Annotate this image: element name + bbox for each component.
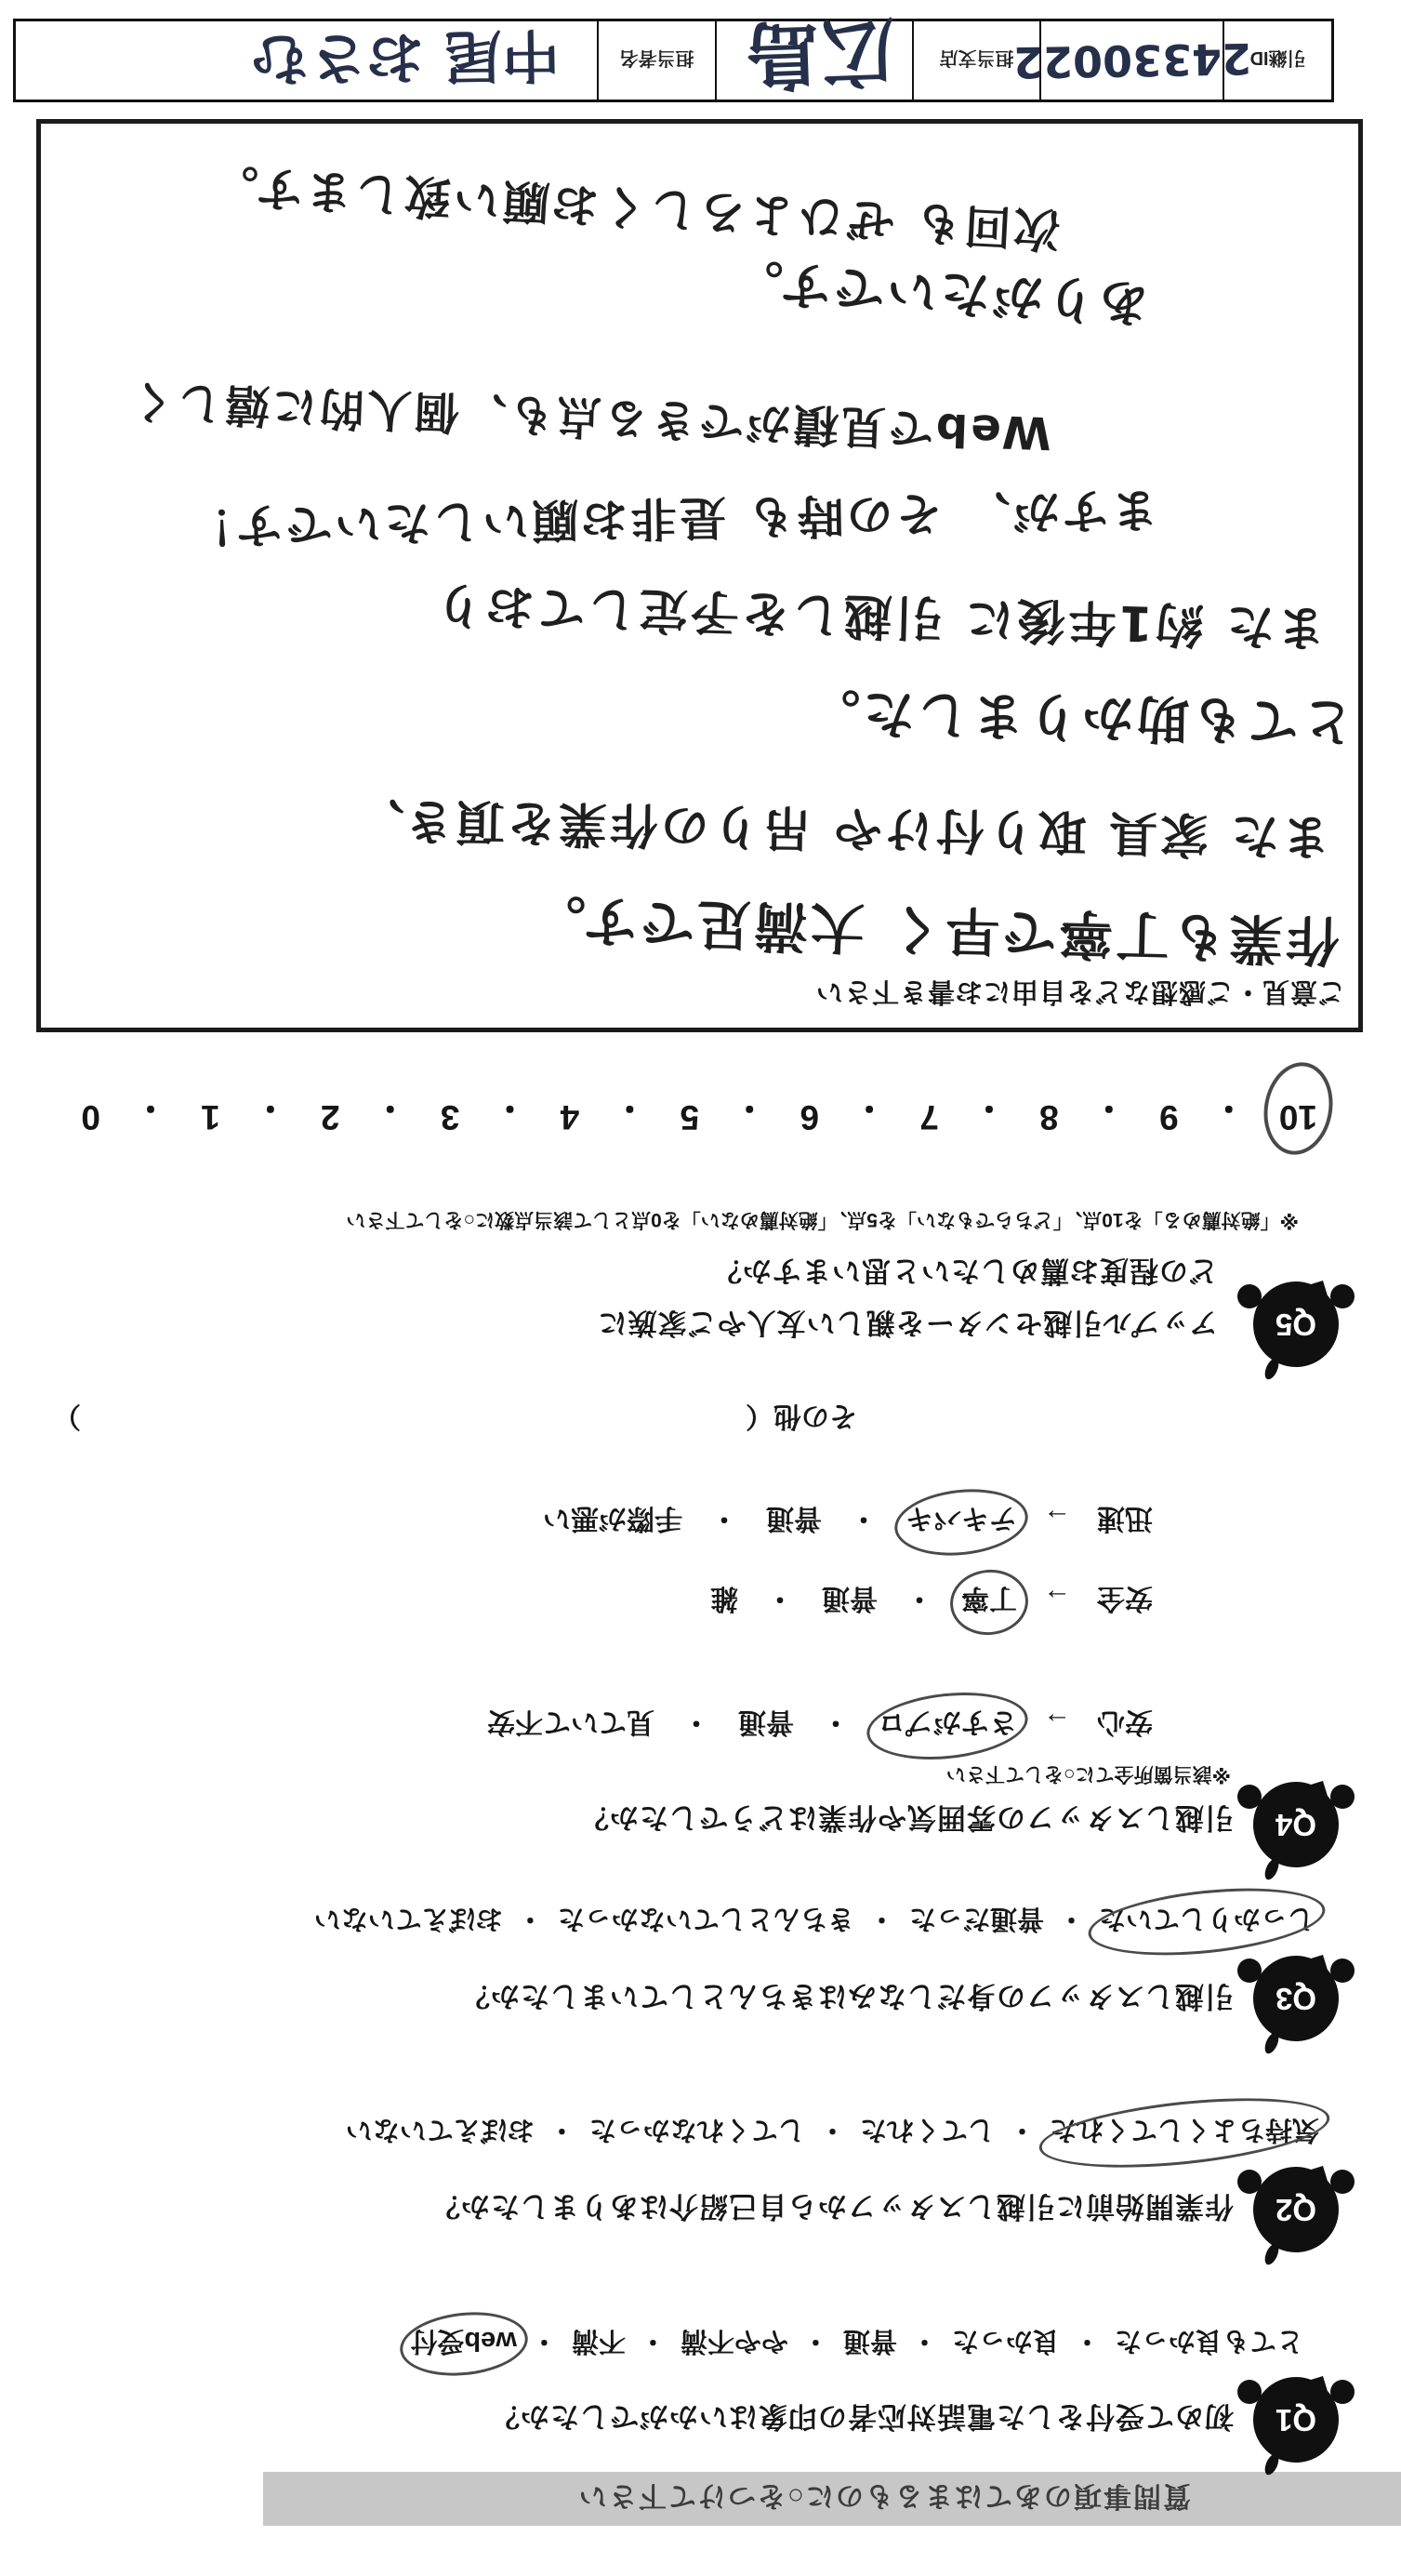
option-separator: ・ bbox=[548, 2115, 575, 2144]
q4-row-jinsoku-label: 迅速 bbox=[1097, 1503, 1153, 1534]
branch-label-cell bbox=[912, 21, 1039, 100]
option: 0 bbox=[81, 1098, 100, 1136]
q4-other-open: その他（ bbox=[746, 1401, 857, 1431]
option-separator: ・ bbox=[1008, 2115, 1036, 2144]
staff-label-cell bbox=[597, 21, 715, 100]
q4-row-anzen-label: 安全 bbox=[1097, 1583, 1153, 1613]
id-label: 引継ID bbox=[1249, 47, 1306, 69]
staff-value-cell bbox=[16, 21, 597, 100]
comment-box-prompt: ご意見・ご感想などを自由にお書き下さい bbox=[814, 976, 1345, 1006]
section-header-bar bbox=[263, 2472, 1401, 2526]
q4-other-close: ） bbox=[53, 1401, 81, 1431]
option: 7 bbox=[919, 1098, 939, 1136]
option: 5 bbox=[680, 1098, 700, 1136]
q4-speech-person-icon bbox=[1253, 1782, 1339, 1867]
option: してくれなかった bbox=[588, 2115, 805, 2144]
option-separator: ・ bbox=[516, 1904, 544, 1933]
option: 普通 bbox=[738, 1706, 794, 1737]
option-separator: ・ bbox=[682, 1706, 710, 1737]
option: 9 bbox=[1158, 1098, 1179, 1136]
section-header-title: 質問事項のあてはまるものに○をつけて下さい bbox=[576, 2480, 1191, 2511]
q4-row-anzen bbox=[710, 1581, 1153, 1622]
option-separator: ・ bbox=[493, 1089, 528, 1127]
option-separator: ・ bbox=[850, 1503, 878, 1534]
id-value-handwritten: 24330022 bbox=[1012, 33, 1251, 88]
q5-speech-person-icon bbox=[1253, 1281, 1339, 1367]
handwritten-line: また 約1年後に 引越しを予定しており bbox=[431, 576, 1327, 656]
option: おぼえていない bbox=[345, 2115, 535, 2144]
arrow-icon: → bbox=[1043, 1503, 1071, 1534]
option-separator: ・ bbox=[1073, 2326, 1101, 2356]
option: 不満 bbox=[571, 2326, 626, 2356]
option-separator: ・ bbox=[133, 1089, 168, 1127]
q1-options bbox=[410, 2324, 1303, 2362]
option-circled: 気持ちよくしてくれた bbox=[1050, 2113, 1319, 2151]
q3-badge: Q3 bbox=[1275, 1982, 1317, 2016]
option-separator: ・ bbox=[822, 1706, 850, 1737]
option-separator: ・ bbox=[530, 2326, 558, 2356]
option: とても良かった bbox=[1114, 2326, 1303, 2356]
option-separator: ・ bbox=[1091, 1089, 1127, 1127]
q3-options bbox=[314, 1902, 1315, 1940]
option: きちんとしていなかった bbox=[557, 1904, 854, 1933]
option-separator: ・ bbox=[905, 1583, 933, 1613]
option: 普通 bbox=[842, 2326, 897, 2356]
option: 見ていて不安 bbox=[487, 1706, 654, 1737]
option: 雑 bbox=[710, 1583, 738, 1613]
arrow-icon: → bbox=[1043, 1706, 1071, 1737]
option: 8 bbox=[1039, 1098, 1059, 1136]
option-separator: ・ bbox=[867, 1904, 895, 1933]
handwritten-line: 作業も丁寧で早く 大満足です。 bbox=[527, 887, 1341, 973]
option-circled: 丁寧 bbox=[961, 1581, 1017, 1622]
option-separator: ・ bbox=[373, 1089, 408, 1127]
option: 良かった bbox=[951, 2326, 1060, 2356]
option-separator: ・ bbox=[852, 1089, 887, 1127]
option: おぼえていない bbox=[313, 1904, 503, 1933]
q2-question-text: 作業開始前に引越しスタッフから自己紹介はありましたか？ bbox=[430, 2190, 1234, 2223]
arrow-icon: → bbox=[1043, 1583, 1071, 1613]
q5-note: ※「絶対薦める」を10点、「どちらでもない」を5点、「絶対薦めない」を0点として該当点数に○をして下さい bbox=[346, 1209, 1299, 1230]
option-separator: ・ bbox=[818, 2115, 846, 2144]
option: 普通だった bbox=[908, 1904, 1044, 1933]
option-separator: ・ bbox=[971, 1089, 1007, 1127]
option: 2 bbox=[320, 1098, 340, 1136]
q2-options bbox=[346, 2113, 1319, 2151]
option-separator: ・ bbox=[1057, 1904, 1085, 1933]
option-circled: テキパキ bbox=[905, 1501, 1017, 1542]
q4-row-anshin bbox=[487, 1705, 1153, 1746]
q4-row-anzen-options bbox=[710, 1583, 1017, 1613]
option-circled: 10 bbox=[1279, 1086, 1317, 1136]
q2-badge: Q2 bbox=[1275, 2193, 1317, 2227]
handwritten-line: また 家具 取り付けや 吊りの作業を頂き、 bbox=[352, 790, 1331, 865]
option-separator: ・ bbox=[766, 1583, 794, 1613]
option-separator: ・ bbox=[253, 1089, 288, 1127]
handwritten-line: 次回も ぜひよろしくお願い致します。 bbox=[206, 158, 1063, 257]
option-separator: ・ bbox=[801, 2326, 829, 2356]
handover-info-table bbox=[13, 7, 1334, 102]
option-separator: ・ bbox=[1211, 1089, 1247, 1127]
option-circled: しっかりしていた bbox=[1099, 1902, 1315, 1940]
staff-label: 担当者名 bbox=[619, 47, 694, 69]
option: 普通 bbox=[822, 1583, 878, 1613]
option-separator: ・ bbox=[910, 2326, 938, 2356]
q5-badge: Q5 bbox=[1275, 1308, 1317, 1342]
q3-speech-person-icon bbox=[1253, 1956, 1339, 2041]
option: 手際が悪い bbox=[543, 1503, 682, 1534]
q2-speech-person-icon bbox=[1253, 2167, 1339, 2252]
q1-badge: Q1 bbox=[1275, 2403, 1317, 2437]
q5-question-line2: どの程度お薦めしたいと思いますか？ bbox=[712, 1255, 1218, 1287]
staff-value-handwritten: 中尾 おさむ bbox=[250, 20, 561, 94]
option: やや不満 bbox=[680, 2326, 788, 2356]
handwritten-line: ますが、 その時も 是非お願いしたいです！ bbox=[183, 482, 1159, 554]
option: 3 bbox=[440, 1098, 460, 1136]
q4-row-jinsoku bbox=[543, 1501, 1153, 1542]
q1-speech-person-icon bbox=[1253, 2377, 1339, 2463]
option-separator: ・ bbox=[612, 1089, 647, 1127]
q4-row-anshin-label: 安心 bbox=[1097, 1706, 1153, 1737]
option: 普通 bbox=[766, 1503, 822, 1534]
option: 6 bbox=[800, 1098, 819, 1136]
option-separator: ・ bbox=[710, 1503, 738, 1534]
option-circled: さすがプロ bbox=[878, 1705, 1017, 1746]
id-value-cell bbox=[1012, 21, 1251, 100]
q5-question-line1: アップル引越センターを親しい友人やご家族に bbox=[597, 1307, 1218, 1339]
q4-row-anshin-options bbox=[487, 1706, 1017, 1737]
handwritten-line: Webで見積ができる点も、個人的に嬉しく bbox=[126, 374, 1052, 459]
option-separator: ・ bbox=[639, 2326, 667, 2356]
option-separator: ・ bbox=[732, 1089, 767, 1127]
q4-row-jinsoku-options bbox=[543, 1503, 1017, 1534]
handwritten-line: とても助かりました。 bbox=[804, 681, 1355, 752]
q4-badge: Q4 bbox=[1275, 1808, 1317, 1842]
branch-value-cell bbox=[715, 7, 912, 100]
q4-question-text: 引越しスタッフの雰囲気や作業はどうでしたか？ bbox=[579, 1801, 1234, 1834]
q3-question-text: 引越しスタッフの身だしなみはきちんとしていましたか？ bbox=[460, 1980, 1234, 2012]
option: 4 bbox=[560, 1098, 580, 1136]
q5-rating-scale bbox=[81, 1086, 1317, 1136]
q4-note: ※該当箇所全てに○をして下さい bbox=[945, 1763, 1231, 1785]
branch-value-handwritten: 広島 bbox=[745, 7, 897, 99]
q1-question-text: 初めて受付をした電話対応者の印象はいかがでしたか？ bbox=[490, 2400, 1234, 2433]
option: してくれた bbox=[859, 2115, 995, 2144]
branch-label: 担当支店 bbox=[939, 47, 1014, 69]
comment-box bbox=[36, 119, 1363, 1032]
option: 1 bbox=[201, 1098, 220, 1136]
handwritten-line: ありがたいです。 bbox=[728, 252, 1151, 333]
option-circled: web受付 bbox=[410, 2324, 516, 2362]
